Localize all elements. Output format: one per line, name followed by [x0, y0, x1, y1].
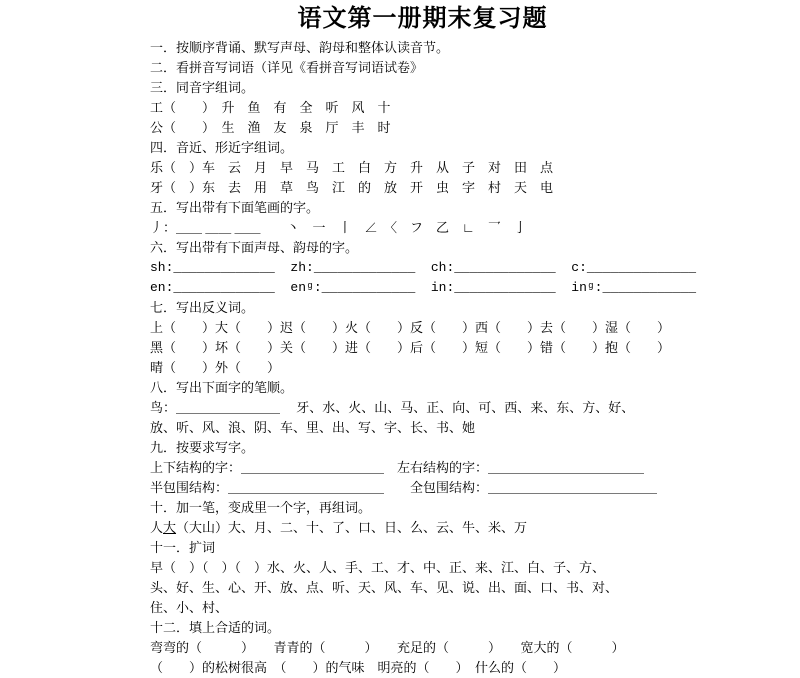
- page-title: 语文第一册期末复习题: [297, 6, 548, 32]
- text-line: 五．写出带有下面笔画的字。: [150, 200, 320, 215]
- text-line: en:_____________ enᵍ:____________ in:_____________ inᵍ:____________: [150, 280, 697, 295]
- text-line: （ ）的松树很高 （ ）的气味 明亮的（ ） 什么的（ ）: [150, 660, 567, 675]
- text-line: 七．写出反义词。: [150, 300, 255, 315]
- text-line: 丿：＿＿ ＿＿ ＿＿ 丶 一 丨 ∠ 〈 フ 乙 ∟ 乛 亅: [150, 220, 527, 235]
- text-line: 鸟：＿＿＿＿＿＿＿＿ 牙、水、火、山、马、正、向、可、西、来、东、方、好、: [150, 400, 635, 415]
- text-line: 上下结构的字：＿＿＿＿＿＿＿＿＿＿＿ 左右结构的字：＿＿＿＿＿＿＿＿＿＿＿＿: [150, 460, 645, 475]
- document-body: [150, 38, 710, 678]
- text-line: 十一．扩词: [150, 540, 216, 555]
- text-segment: （大山）大、月、二、十、了、口、日、么、云、牛、米、万: [176, 520, 528, 535]
- text-line: 八．写出下面字的笔顺。: [150, 380, 294, 395]
- text-line: 二．看拼音写词语（详见《看拼音写词语试卷》: [150, 60, 424, 75]
- text-line: 晴（ ）外（ ）: [150, 360, 281, 375]
- text-line: 一．按顺序背诵、默写声母、韵母和整体认读音节。: [150, 40, 450, 55]
- text-line: 十二．填上合适的词。: [150, 620, 281, 635]
- text-line: 十．加一笔，变成里一个字，再组词。: [150, 500, 372, 515]
- text-line: 三．同音字组词。: [150, 80, 255, 95]
- text-line: 半包围结构：＿＿＿＿＿＿＿＿＿＿＿＿ 全包围结构：＿＿＿＿＿＿＿＿＿＿＿＿＿: [150, 480, 658, 495]
- text-line: 工（ ） 升 鱼 有 全 听 风 十: [150, 100, 391, 115]
- text-line: 四．音近、形近字组词。: [150, 140, 294, 155]
- text-line: 乐（ ）车 云 月 早 马 工 白 方 升 从 子 对 田 点: [150, 160, 554, 175]
- text-line: 公（ ） 生 渔 友 泉 厅 丰 时: [150, 120, 391, 135]
- text-line: [150, 518, 710, 538]
- text-line: 黑（ ）坏（ ）关（ ）进（ ）后（ ）短（ ）错（ ）抱（ ）: [150, 340, 671, 355]
- text-line: 牙（ ）东 去 用 草 鸟 江 的 放 开 虫 字 村 天 电: [150, 180, 554, 195]
- text-line: 住、小、村、: [150, 600, 229, 615]
- text-line: sh:_____________ zh:_____________ ch:_____________ c:______________: [150, 260, 697, 275]
- text-line: 早（ ）（ ）（ ）水、火、人、手、工、才、中、正、来、江、白、子、方、: [150, 560, 606, 575]
- text-segment: 人: [150, 520, 164, 535]
- text-line: 上（ ）大（ ）迟（ ）火（ ）反（ ）西（ ）去（ ）湿（ ）: [150, 320, 671, 335]
- text-line: 九．按要求写字。: [150, 440, 255, 455]
- underlined-char: 大: [163, 520, 177, 535]
- text-line: 放、听、风、浪、阴、车、里、出、写、字、长、书、她: [150, 420, 476, 435]
- text-line: 弯弯的（ ） 青青的（ ） 充足的（ ） 宽大的（ ）: [150, 640, 625, 655]
- text-line: 头、好、生、心、开、放、点、听、天、风、车、见、说、出、面、口、书、对、: [150, 580, 619, 595]
- text-line: 六．写出带有下面声母、韵母的字。: [150, 240, 359, 255]
